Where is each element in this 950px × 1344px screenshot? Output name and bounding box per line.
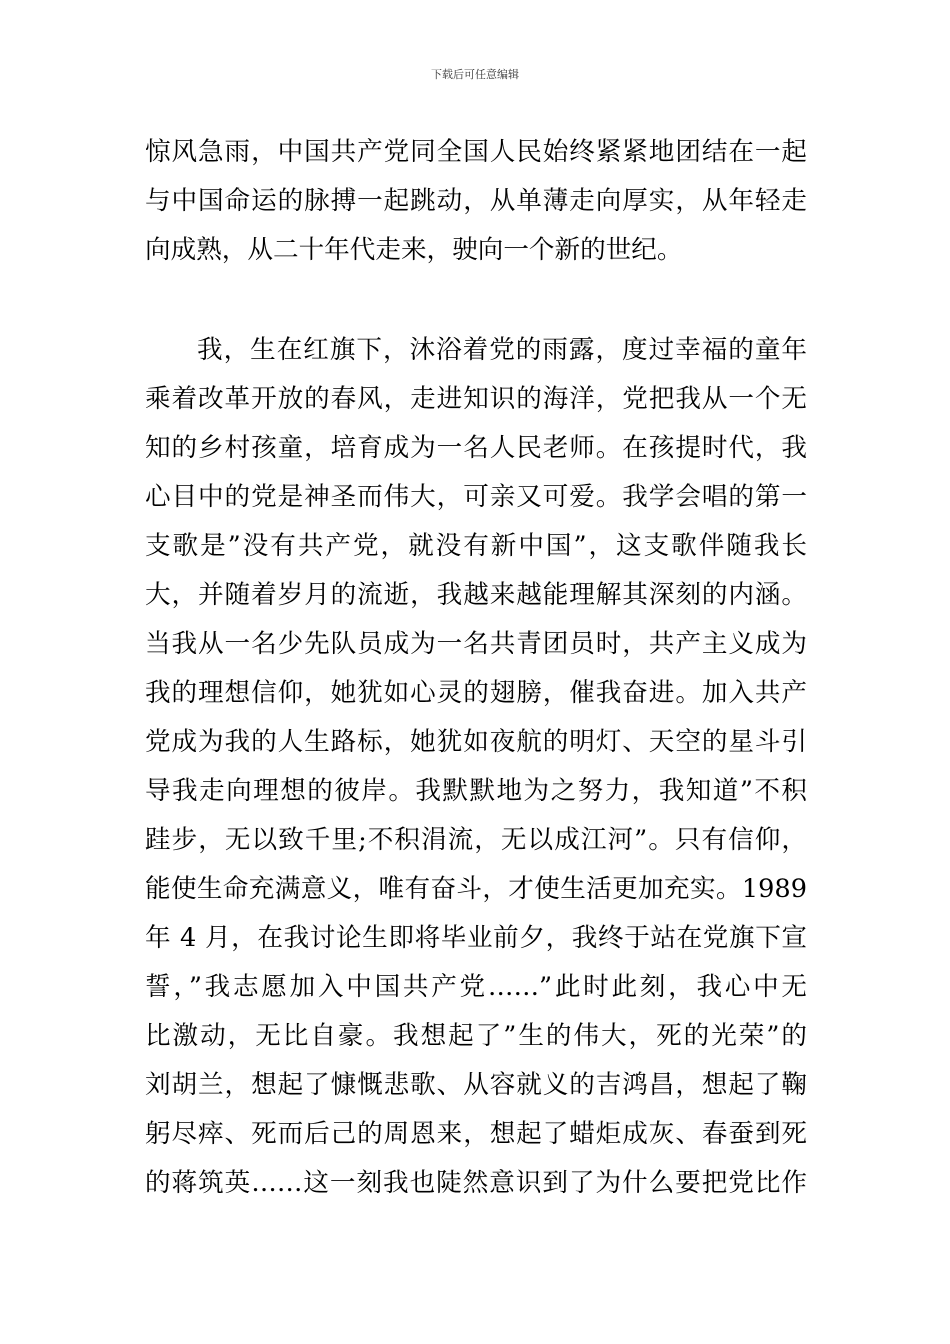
- paragraph-line: 躬尽瘁、死而后己的周恩来，想起了蜡炬成灰、春蚕到死: [145, 1119, 807, 1149]
- paragraph-line: 党成为我的人生路标，她犹如夜航的明灯、天空的星斗引: [145, 727, 807, 757]
- paragraph-line: 支歌是”没有共产党，就没有新中国”，这支歌伴随我长: [145, 531, 807, 561]
- paragraph-line: 乘着改革开放的春风，走进知识的海洋，党把我从一个无: [145, 384, 807, 414]
- paragraph-line: 心目中的党是神圣而伟大，可亲又可爱。我学会唱的第一: [145, 482, 807, 512]
- paragraph-line: 惊风急雨，中国共产党同全国人民始终紧紧地团结在一起: [145, 137, 807, 167]
- paragraph-line: 刘胡兰，想起了慷慨悲歌、从容就义的吉鸿昌，想起了鞠: [145, 1070, 807, 1100]
- paragraph-line: 比激动，无比自豪。我想起了”生的伟大，死的光荣”的: [145, 1021, 807, 1051]
- paragraph-line: 与中国命运的脉搏一起跳动，从单薄走向厚实，从年轻走: [145, 186, 807, 216]
- paragraph-line: 我，生在红旗下，沐浴着党的雨露，度过幸福的童年: [197, 335, 807, 365]
- paragraph-1: [145, 128, 807, 275]
- paragraph-line: 向成熟，从二十年代走来，驶向一个新的世纪。: [145, 235, 683, 265]
- paragraph-2: [145, 326, 807, 1208]
- paragraph-line: 大，并随着岁月的流逝，我越来越能理解其深刻的内涵。: [145, 580, 807, 610]
- paragraph-line: 跬步，无以致千里;不积涓流，无以成江河”。只有信仰，: [145, 825, 807, 855]
- page-header: 下载后可任意编辑: [431, 68, 519, 81]
- paragraph-line: 的蒋筑英……这一刻我也陡然意识到了为什么要把党比作: [145, 1168, 807, 1198]
- paragraph-line: 知的乡村孩童，培育成为一名人民老师。在孩提时代，我: [145, 433, 807, 463]
- paragraph-line: 誓，”我志愿加入中国共产党……”此时此刻，我心中无: [145, 972, 807, 1002]
- paragraph-line: 年 4 月，在我讨论生即将毕业前夕，我终于站在党旗下宣: [145, 923, 807, 953]
- paragraph-line: 我的理想信仰，她犹如心灵的翅膀，催我奋进。加入共产: [145, 678, 807, 708]
- paragraph-line: 导我走向理想的彼岸。我默默地为之努力，我知道”不积: [145, 776, 807, 806]
- paragraph-line: 当我从一名少先队员成为一名共青团员时，共产主义成为: [145, 629, 807, 659]
- paragraph-line: 能使生命充满意义，唯有奋斗，才使生活更加充实。1989: [145, 874, 807, 904]
